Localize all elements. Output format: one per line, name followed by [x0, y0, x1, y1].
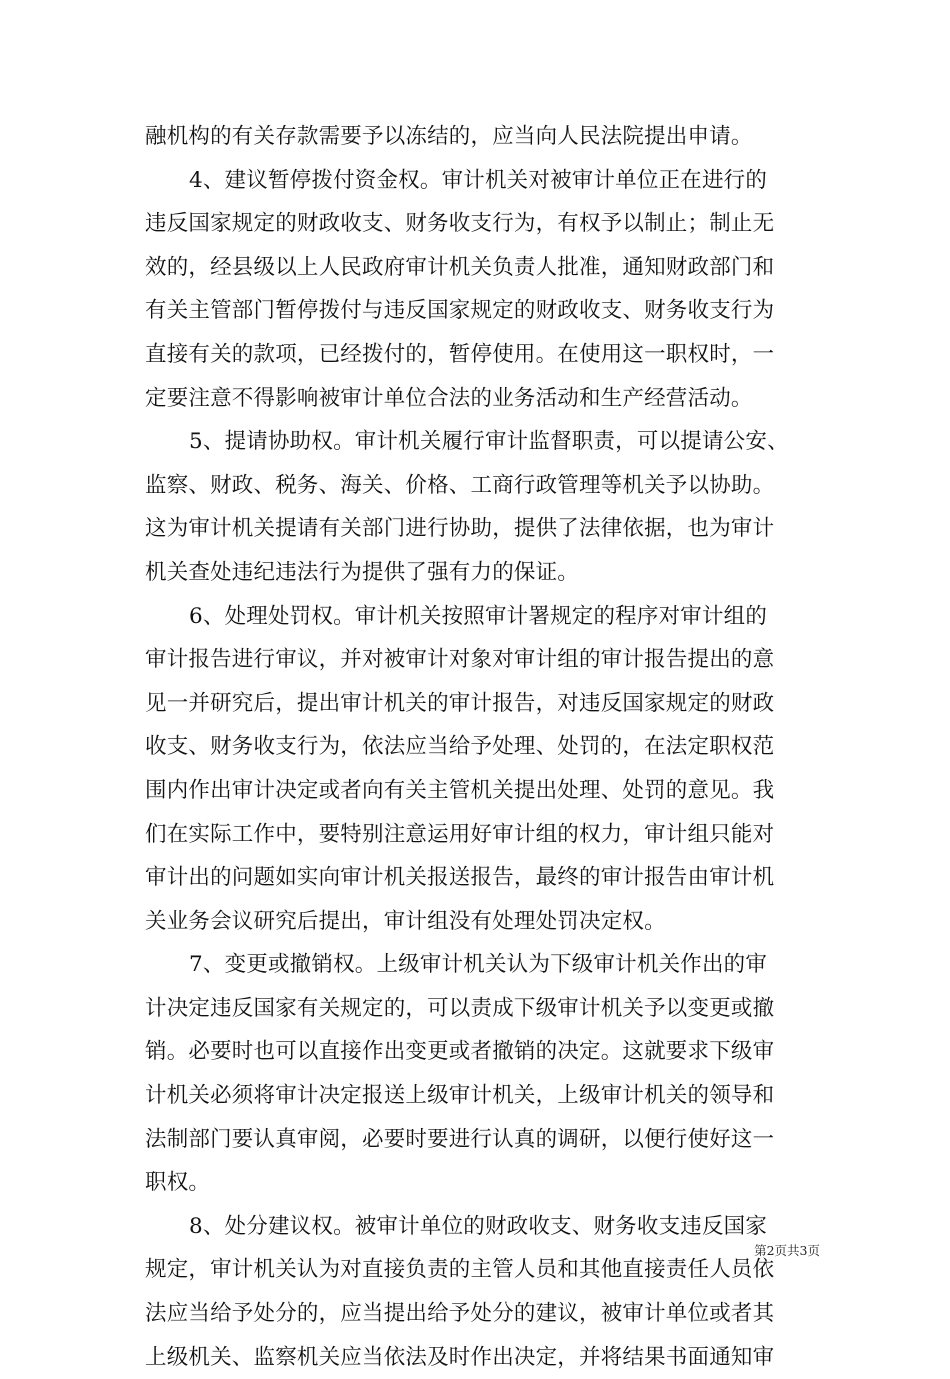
- text-line: 法应当给予处分的，应当提出给予处分的建议，被审计单位或者其: [145, 1301, 775, 1327]
- text-line: 直接有关的款项，已经拨付的，暂停使用。在使用这一职权时，一: [145, 341, 775, 367]
- text-line: 见一并研究后，提出审计机关的审计报告，对违反国家规定的财政: [145, 690, 775, 716]
- text-line: 7、变更或撤销权。上级审计机关认为下级审计机关作出的审: [189, 952, 768, 978]
- text-line: 审计报告进行审议，并对被审计对象对审计组的审计报告提出的意: [145, 647, 775, 673]
- text-line: 融机构的有关存款需要予以冻结的，应当向人民法院提出申请。: [145, 124, 753, 149]
- text-line: 4、建议暂停拨付资金权。审计机关对被审计单位正在进行的: [189, 167, 768, 193]
- page-number: 第2页共3页: [754, 1243, 820, 1258]
- text-line: 计机关必须将审计决定报送上级审计机关，上级审计机关的领导和: [145, 1083, 775, 1109]
- text-line: 销。必要时也可以直接作出变更或者撤销的决定。这就要求下级审: [145, 1039, 775, 1065]
- text-line: 机关查处违纪违法行为提供了强有力的保证。: [145, 559, 580, 585]
- text-line: 关业务会议研究后提出，审计组没有处理处罚决定权。: [145, 908, 666, 934]
- text-line: 8、处分建议权。被审计单位的财政收支、财务收支违反国家: [189, 1213, 768, 1239]
- text-line: 有关主管部门暂停拨付与违反国家规定的财政收支、财务收支行为: [145, 298, 775, 324]
- text-line: 们在实际工作中，要特别注意运用好审计组的权力，审计组只能对: [145, 821, 775, 847]
- document-body: [145, 115, 820, 1379]
- text-line: 法制部门要认真审阅，必要时要进行认真的调研，以便行使好这一: [145, 1126, 775, 1152]
- text-line: 上级机关、监察机关应当依法及时作出决定，并将结果书面通知审: [145, 1344, 775, 1370]
- text-line: 这为审计机关提请有关部门进行协助，提供了法律依据，也为审计: [145, 516, 775, 542]
- text-line: 6、处理处罚权。审计机关按照审计署规定的程序对审计组的: [189, 603, 768, 629]
- text-line: 审计出的问题如实向审计机关报送报告，最终的审计报告由审计机: [145, 865, 775, 891]
- text-line: 效的，经县级以上人民政府审计机关负责人批准，通知财政部门和: [145, 254, 775, 280]
- text-line: 围内作出审计决定或者向有关主管机关提出处理、处罚的意见。我: [145, 777, 775, 803]
- text-line: 规定，审计机关认为对直接负责的主管人员和其他直接责任人员依: [145, 1257, 775, 1283]
- text-line: 职权。: [145, 1170, 211, 1196]
- text-line: 计决定违反国家有关规定的，可以责成下级审计机关予以变更或撤: [145, 995, 775, 1021]
- text-line: 违反国家规定的财政收支、财务收支行为，有权予以制止；制止无: [145, 211, 775, 237]
- text-line: 监察、财政、税务、海关、价格、工商行政管理等机关予以协助。: [145, 472, 775, 498]
- text-line: 定要注意不得影响被审计单位合法的业务活动和生产经营活动。: [145, 385, 753, 411]
- text-line: 5、提请协助权。审计机关履行审计监督职责，可以提请公安、: [189, 429, 789, 455]
- text-line: 收支、财务收支行为，依法应当给予处理、处罚的，在法定职权范: [145, 734, 775, 760]
